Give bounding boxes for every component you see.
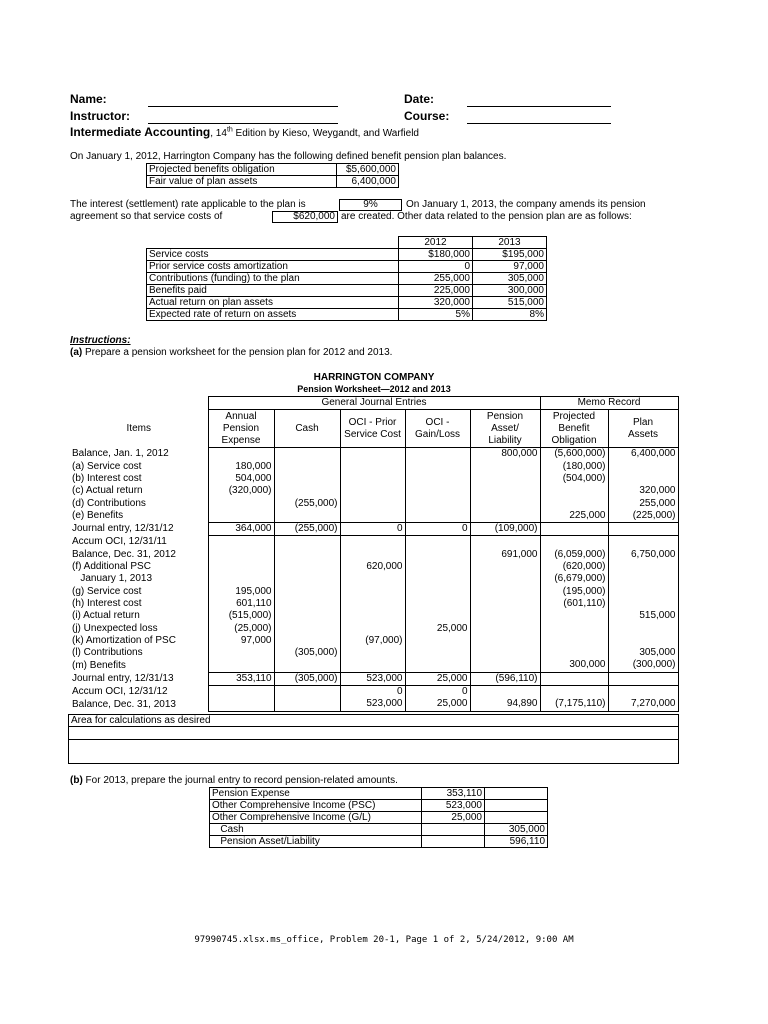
worksheet-row-label: Balance, Jan. 1, 2012 bbox=[72, 448, 169, 460]
journal-credit[interactable] bbox=[485, 788, 548, 800]
worksheet-row bbox=[70, 561, 678, 573]
journal-entry-row bbox=[210, 836, 548, 848]
worksheet-cell[interactable]: (25,000) bbox=[208, 622, 274, 634]
journal-entry-row bbox=[210, 788, 548, 800]
worksheet-cell[interactable] bbox=[274, 473, 340, 485]
worksheet-cell[interactable] bbox=[540, 685, 608, 698]
worksheet-row bbox=[70, 598, 678, 610]
worksheet-row bbox=[70, 647, 678, 659]
worksheet-row bbox=[70, 659, 678, 672]
worksheet-cell[interactable]: (109,000) bbox=[470, 523, 540, 536]
worksheet-cell[interactable] bbox=[470, 659, 540, 672]
worksheet-cell[interactable]: (305,000) bbox=[274, 672, 340, 685]
part-b-text bbox=[70, 775, 398, 786]
date-field[interactable] bbox=[467, 106, 611, 107]
worksheet-cell[interactable] bbox=[340, 622, 405, 634]
worksheet-cell[interactable]: 601,110 bbox=[208, 598, 274, 610]
row-label: Benefits paid bbox=[147, 285, 399, 297]
journal-entry-row bbox=[210, 800, 548, 812]
worksheet-row bbox=[70, 698, 678, 711]
balances-table bbox=[146, 163, 399, 188]
worksheet-cell[interactable] bbox=[208, 497, 274, 509]
worksheet-cell[interactable]: 94,890 bbox=[470, 698, 540, 711]
worksheet-cell[interactable]: 255,000 bbox=[608, 497, 678, 509]
worksheet-row-label: Accum OCI, 12/31/12 bbox=[72, 685, 168, 697]
worksheet-cell[interactable]: 523,000 bbox=[340, 698, 405, 711]
journal-entry-row bbox=[210, 812, 548, 824]
worksheet-cell[interactable] bbox=[405, 549, 470, 561]
worksheet-cell[interactable]: (180,000) bbox=[540, 461, 608, 473]
journal-entry-table bbox=[209, 787, 548, 848]
worksheet-row-label: (f) Additional PSC bbox=[72, 561, 151, 573]
worksheet-cell[interactable] bbox=[405, 659, 470, 672]
worksheet-cell[interactable]: 7,270,000 bbox=[608, 698, 678, 711]
worksheet-cell[interactable] bbox=[274, 586, 340, 598]
journal-account[interactable]: Other Comprehensive Income (PSC) bbox=[210, 800, 422, 812]
worksheet-cell[interactable] bbox=[208, 561, 274, 573]
worksheet-cell[interactable] bbox=[470, 561, 540, 573]
worksheet-cell[interactable]: (5,600,000) bbox=[540, 448, 608, 461]
row-label: Contributions (funding) to the plan bbox=[147, 273, 399, 285]
part-a-text bbox=[70, 347, 392, 358]
instructor-label: Instructor: bbox=[70, 109, 130, 123]
worksheet-cell[interactable] bbox=[340, 510, 405, 523]
worksheet-cell[interactable] bbox=[405, 497, 470, 509]
worksheet-cell[interactable]: 353,110 bbox=[208, 672, 274, 685]
table-row bbox=[147, 273, 547, 285]
row-label: Expected rate of return on assets bbox=[147, 309, 399, 321]
worksheet-row-label: (h) Interest cost bbox=[72, 598, 142, 609]
worksheet-row-label: (j) Unexpected loss bbox=[72, 622, 158, 634]
worksheet-cell[interactable] bbox=[405, 448, 470, 461]
worksheet-cell[interactable] bbox=[540, 622, 608, 634]
course-field[interactable] bbox=[467, 123, 611, 124]
worksheet-cell[interactable]: 0 bbox=[405, 685, 470, 698]
journal-credit[interactable] bbox=[485, 812, 548, 824]
journal-credit[interactable]: 596,110 bbox=[485, 836, 548, 848]
worksheet-row bbox=[70, 672, 678, 685]
worksheet-row bbox=[70, 685, 678, 698]
worksheet-cell[interactable] bbox=[405, 586, 470, 598]
journal-account[interactable]: Cash bbox=[210, 824, 422, 836]
worksheet-cell[interactable] bbox=[540, 635, 608, 647]
worksheet-cell[interactable]: (504,000) bbox=[540, 473, 608, 485]
worksheet-cell[interactable]: 0 bbox=[340, 523, 405, 536]
worksheet-row-label: Journal entry, 12/31/12 bbox=[72, 523, 174, 535]
worksheet-cell[interactable] bbox=[608, 635, 678, 647]
worksheet-row-label: (k) Amortization of PSC bbox=[72, 634, 176, 646]
cell-2012: $180,000 bbox=[399, 249, 473, 261]
worksheet-cell[interactable] bbox=[540, 610, 608, 622]
worksheet-cell[interactable] bbox=[340, 610, 405, 622]
cell-2013: $195,000 bbox=[473, 249, 547, 261]
worksheet-cell[interactable] bbox=[340, 659, 405, 672]
worksheet-cell[interactable] bbox=[470, 647, 540, 659]
cell-2013: 97,000 bbox=[473, 261, 547, 273]
worksheet-cell[interactable] bbox=[608, 461, 678, 473]
col-cash: Cash bbox=[274, 410, 340, 448]
worksheet-cell[interactable]: (596,110) bbox=[470, 672, 540, 685]
worksheet-row bbox=[70, 461, 678, 473]
worksheet-cell[interactable]: 0 bbox=[340, 685, 405, 698]
cell-2012: 320,000 bbox=[399, 297, 473, 309]
worksheet-cell[interactable] bbox=[274, 573, 340, 585]
worksheet-cell[interactable]: 364,000 bbox=[208, 523, 274, 536]
book-title: Intermediate Accounting bbox=[70, 125, 211, 139]
table-row bbox=[147, 261, 547, 273]
worksheet-cell[interactable]: 97,000 bbox=[208, 635, 274, 647]
years-header bbox=[147, 237, 547, 249]
date-label: Date: bbox=[404, 92, 435, 106]
worksheet-cell[interactable] bbox=[340, 448, 405, 461]
worksheet-row bbox=[70, 473, 678, 485]
worksheet-cell[interactable] bbox=[340, 586, 405, 598]
worksheet-cell[interactable] bbox=[540, 485, 608, 497]
worksheet-cell[interactable] bbox=[470, 635, 540, 647]
worksheet-cell[interactable]: 320,000 bbox=[608, 485, 678, 497]
worksheet-row-label: (l) Contributions bbox=[72, 647, 143, 659]
worksheet-cell[interactable] bbox=[274, 659, 340, 672]
cell-2013: 305,000 bbox=[473, 273, 547, 285]
worksheet-cell[interactable] bbox=[340, 497, 405, 509]
worksheet-cell[interactable] bbox=[470, 622, 540, 634]
worksheet-cell[interactable] bbox=[274, 598, 340, 610]
row-label: Actual return on plan assets bbox=[147, 297, 399, 309]
worksheet-cell[interactable] bbox=[608, 598, 678, 610]
cell-2013: 8% bbox=[473, 309, 547, 321]
worksheet-cell[interactable] bbox=[470, 461, 540, 473]
worksheet-cell[interactable] bbox=[274, 549, 340, 561]
worksheet-row-label: (a) Service cost bbox=[72, 460, 142, 472]
worksheet-cell[interactable]: 25,000 bbox=[405, 672, 470, 685]
worksheet-cell[interactable] bbox=[274, 685, 340, 698]
worksheet-cell[interactable]: (195,000) bbox=[540, 586, 608, 598]
worksheet-row-label: (b) Interest cost bbox=[72, 473, 142, 485]
book-edition-post: Edition by Kieso, Weygandt, and Warfield bbox=[232, 128, 419, 139]
worksheet-row-label: (m) Benefits bbox=[72, 659, 126, 671]
worksheet-group-header bbox=[70, 397, 678, 410]
worksheet-cell[interactable]: 0 bbox=[405, 523, 470, 536]
worksheet-cell[interactable] bbox=[274, 510, 340, 523]
part-b-label: (b) bbox=[70, 775, 83, 786]
worksheet-cell[interactable]: (255,000) bbox=[274, 523, 340, 536]
worksheet-cell[interactable]: (601,110) bbox=[540, 598, 608, 610]
items-header: Items bbox=[126, 422, 151, 434]
col-oci-gl: OCI - Gain/Loss bbox=[405, 410, 470, 448]
worksheet-cell[interactable] bbox=[208, 685, 274, 698]
worksheet-cell[interactable] bbox=[540, 672, 608, 685]
worksheet-cell[interactable]: (620,000) bbox=[540, 561, 608, 573]
worksheet-cell[interactable] bbox=[274, 635, 340, 647]
instructor-field[interactable] bbox=[148, 123, 338, 124]
journal-debit[interactable] bbox=[422, 836, 485, 848]
worksheet-cell[interactable] bbox=[274, 610, 340, 622]
worksheet-cell[interactable] bbox=[608, 573, 678, 585]
worksheet-cell[interactable]: 25,000 bbox=[405, 698, 470, 711]
worksheet-cell[interactable] bbox=[470, 510, 540, 523]
worksheet-cell[interactable]: 620,000 bbox=[340, 561, 405, 573]
worksheet-cell[interactable] bbox=[208, 573, 274, 585]
worksheet-cell[interactable]: (6,679,000) bbox=[540, 573, 608, 585]
worksheet-cell[interactable] bbox=[274, 448, 340, 461]
worksheet-cell[interactable] bbox=[340, 598, 405, 610]
worksheet-row-label: (e) Benefits bbox=[72, 510, 124, 522]
worksheet-cell[interactable] bbox=[608, 523, 678, 536]
cell-2012: 5% bbox=[399, 309, 473, 321]
cell-2013: 300,000 bbox=[473, 285, 547, 297]
created-text: are created. Other data related to the pension plan are as follows: bbox=[341, 211, 632, 222]
worksheet-row-label: Accum OCI, 12/31/11 bbox=[72, 536, 167, 548]
worksheet-cell[interactable] bbox=[405, 647, 470, 659]
worksheet-cell[interactable] bbox=[470, 573, 540, 585]
worksheet-cell[interactable]: (255,000) bbox=[274, 497, 340, 509]
worksheet-cell[interactable] bbox=[274, 485, 340, 497]
worksheet-cell[interactable] bbox=[608, 536, 678, 549]
agreement-text: agreement so that service costs of bbox=[70, 211, 223, 222]
worksheet-cell[interactable]: (305,000) bbox=[274, 647, 340, 659]
worksheet-cell[interactable] bbox=[405, 635, 470, 647]
worksheet-cell[interactable] bbox=[208, 659, 274, 672]
name-label: Name: bbox=[70, 92, 107, 106]
part-a-label: (a) bbox=[70, 347, 83, 358]
cell-2013: 515,000 bbox=[473, 297, 547, 309]
col-pbo: Projected Benefit Obligation bbox=[540, 410, 608, 448]
worksheet-row-label: (g) Service cost bbox=[72, 585, 142, 597]
worksheet-cell[interactable]: (97,000) bbox=[340, 635, 405, 647]
worksheet-cell[interactable]: (7,175,110) bbox=[540, 698, 608, 711]
worksheet-cell[interactable] bbox=[208, 647, 274, 659]
journal-credit[interactable]: 305,000 bbox=[485, 824, 548, 836]
book-edition-sup: th bbox=[226, 126, 233, 134]
table-row bbox=[147, 249, 547, 261]
journal-account[interactable]: Other Comprehensive Income (G/L) bbox=[210, 812, 422, 824]
worksheet-row bbox=[70, 610, 678, 622]
year-2012: 2012 bbox=[399, 237, 473, 249]
cell-2012: 255,000 bbox=[399, 273, 473, 285]
worksheet-cell[interactable] bbox=[405, 610, 470, 622]
worksheet-cell[interactable]: 523,000 bbox=[340, 672, 405, 685]
worksheet-cell[interactable] bbox=[405, 510, 470, 523]
worksheet-cell[interactable] bbox=[340, 461, 405, 473]
worksheet-cell[interactable]: 180,000 bbox=[208, 461, 274, 473]
course-label: Course: bbox=[404, 109, 450, 123]
worksheet-cell[interactable] bbox=[340, 485, 405, 497]
worksheet-cell[interactable]: 225,000 bbox=[540, 510, 608, 523]
balance-label: Projected benefits obligation bbox=[147, 164, 337, 176]
journal-account[interactable]: Pension Asset/Liability bbox=[210, 836, 422, 848]
worksheet-cell[interactable] bbox=[340, 549, 405, 561]
cell-2012: 0 bbox=[399, 261, 473, 273]
worksheet-cell[interactable] bbox=[340, 647, 405, 659]
plan-data-table bbox=[146, 236, 547, 321]
calc-area[interactable] bbox=[68, 714, 679, 764]
worksheet-row bbox=[70, 549, 678, 561]
worksheet-row-label: (i) Actual return bbox=[72, 610, 140, 622]
worksheet-row-label: (c) Actual return bbox=[72, 485, 143, 497]
table-row bbox=[147, 285, 547, 297]
worksheet-row bbox=[70, 497, 678, 509]
worksheet-cell[interactable] bbox=[274, 698, 340, 711]
name-field[interactable] bbox=[148, 106, 338, 107]
worksheet-cell[interactable]: 6,400,000 bbox=[608, 448, 678, 461]
worksheet-cell[interactable]: 515,000 bbox=[608, 610, 678, 622]
worksheet-cell[interactable] bbox=[340, 536, 405, 549]
worksheet-cell[interactable] bbox=[608, 473, 678, 485]
worksheet-cell[interactable] bbox=[405, 598, 470, 610]
balance-label: Fair value of plan assets bbox=[147, 176, 337, 188]
worksheet-cell[interactable] bbox=[405, 561, 470, 573]
part-b-body: For 2013, prepare the journal entry to record pension-related amounts. bbox=[82, 775, 398, 786]
year-2013: 2013 bbox=[473, 237, 547, 249]
worksheet-cell[interactable] bbox=[470, 610, 540, 622]
worksheet-cell[interactable] bbox=[540, 536, 608, 549]
worksheet-cell[interactable]: 504,000 bbox=[208, 473, 274, 485]
gje-header: General Journal Entries bbox=[208, 397, 540, 410]
worksheet-cell[interactable]: (320,000) bbox=[208, 485, 274, 497]
rate-value: 9% bbox=[339, 199, 402, 211]
worksheet-cell[interactable] bbox=[274, 461, 340, 473]
row-label: Service costs bbox=[147, 249, 399, 261]
worksheet-cell[interactable] bbox=[608, 672, 678, 685]
worksheet-cell[interactable] bbox=[470, 497, 540, 509]
journal-credit[interactable] bbox=[485, 800, 548, 812]
worksheet-row bbox=[70, 448, 678, 461]
worksheet-row bbox=[70, 510, 678, 523]
worksheet-row bbox=[70, 485, 678, 497]
worksheet-row bbox=[70, 586, 678, 598]
memo-header: Memo Record bbox=[540, 397, 678, 410]
worksheet-row-label: Balance, Dec. 31, 2013 bbox=[72, 698, 176, 710]
worksheet-cell[interactable] bbox=[340, 573, 405, 585]
amend-text: On January 1, 2013, the company amends its pension bbox=[406, 199, 646, 210]
worksheet-cell[interactable] bbox=[208, 698, 274, 711]
worksheet-cell[interactable] bbox=[608, 586, 678, 598]
worksheet-cell[interactable] bbox=[405, 573, 470, 585]
worksheet-cell[interactable] bbox=[470, 536, 540, 549]
worksheet-cell[interactable] bbox=[340, 473, 405, 485]
worksheet-cell[interactable] bbox=[470, 485, 540, 497]
worksheet-cell[interactable] bbox=[470, 685, 540, 698]
cell-2012: 225,000 bbox=[399, 285, 473, 297]
col-annual-pension-expense: Annual Pension Expense bbox=[208, 410, 274, 448]
worksheet-cell[interactable] bbox=[608, 685, 678, 698]
worksheet-cell[interactable] bbox=[405, 485, 470, 497]
worksheet-cell[interactable] bbox=[608, 561, 678, 573]
col-pension-asset-liability: Pension Asset/ Liability bbox=[470, 410, 540, 448]
worksheet-cell[interactable]: (300,000) bbox=[608, 659, 678, 672]
worksheet-cell[interactable]: 691,000 bbox=[470, 549, 540, 561]
journal-debit[interactable]: 353,110 bbox=[422, 788, 485, 800]
pension-worksheet bbox=[70, 396, 679, 712]
worksheet-row bbox=[70, 523, 678, 536]
balance-row bbox=[147, 176, 399, 188]
journal-account[interactable]: Pension Expense bbox=[210, 788, 422, 800]
rate-text: The interest (settlement) rate applicable to the plan is bbox=[70, 199, 306, 210]
book-title-line bbox=[70, 125, 419, 139]
worksheet-cell[interactable] bbox=[208, 510, 274, 523]
book-edition-pre: , 14 bbox=[210, 128, 227, 139]
journal-debit[interactable]: 25,000 bbox=[422, 812, 485, 824]
balance-value: $5,600,000 bbox=[337, 164, 399, 176]
worksheet-cell[interactable]: 305,000 bbox=[608, 647, 678, 659]
journal-entry-row bbox=[210, 824, 548, 836]
worksheet-cell[interactable] bbox=[274, 622, 340, 634]
worksheet-row-label: Balance, Dec. 31, 2012 bbox=[72, 548, 176, 560]
worksheet-cell[interactable] bbox=[608, 622, 678, 634]
worksheet-cell[interactable] bbox=[405, 461, 470, 473]
worksheet-cell[interactable] bbox=[274, 536, 340, 549]
worksheet-cell[interactable] bbox=[208, 536, 274, 549]
worksheet-cell[interactable]: 800,000 bbox=[470, 448, 540, 461]
worksheet-subtitle: Pension Worksheet—2012 and 2013 bbox=[297, 384, 451, 394]
worksheet-cell[interactable] bbox=[470, 586, 540, 598]
calc-area-label: Area for calculations as desired bbox=[71, 715, 211, 726]
worksheet-cell[interactable]: (225,000) bbox=[608, 510, 678, 523]
worksheet-cell[interactable] bbox=[470, 473, 540, 485]
journal-debit[interactable]: 523,000 bbox=[422, 800, 485, 812]
worksheet-cell[interactable] bbox=[208, 448, 274, 461]
journal-debit[interactable] bbox=[422, 824, 485, 836]
worksheet-cell[interactable]: (6,059,000) bbox=[540, 549, 608, 561]
worksheet-cell[interactable] bbox=[540, 647, 608, 659]
worksheet-cell[interactable] bbox=[470, 598, 540, 610]
worksheet-row-label: January 1, 2013 bbox=[72, 573, 153, 585]
col-plan-assets: Plan Assets bbox=[608, 410, 678, 448]
instructions-heading: Instructions: bbox=[70, 335, 131, 346]
worksheet-row bbox=[70, 573, 678, 585]
worksheet-cell[interactable]: 300,000 bbox=[540, 659, 608, 672]
worksheet-cell[interactable]: 195,000 bbox=[208, 586, 274, 598]
worksheet-cell[interactable]: (515,000) bbox=[208, 610, 274, 622]
part-a-body: Prepare a pension worksheet for the pension plan for 2012 and 2013. bbox=[82, 347, 393, 358]
worksheet-row-label: (d) Contributions bbox=[72, 497, 146, 509]
worksheet-row bbox=[70, 622, 678, 634]
worksheet-cell[interactable] bbox=[274, 561, 340, 573]
worksheet-row bbox=[70, 635, 678, 647]
worksheet-cell[interactable] bbox=[540, 497, 608, 509]
row-label: Prior service costs amortization bbox=[147, 261, 399, 273]
worksheet-cell[interactable]: 25,000 bbox=[405, 622, 470, 634]
worksheet-cell[interactable]: 6,750,000 bbox=[608, 549, 678, 561]
worksheet-row-label: Journal entry, 12/31/13 bbox=[72, 672, 174, 684]
worksheet-cell[interactable] bbox=[405, 536, 470, 549]
worksheet-cell[interactable] bbox=[405, 473, 470, 485]
psc-value: $620,000 bbox=[272, 211, 338, 223]
col-oci-psc: OCI - Prior Service Cost bbox=[340, 410, 405, 448]
balance-row bbox=[147, 164, 399, 176]
page-footer: 97990745.xlsx.ms_office, Problem 20-1, Page 1 of 2, 5/24/2012, 9:00 AM bbox=[194, 935, 574, 945]
worksheet-cell[interactable] bbox=[540, 523, 608, 536]
table-row bbox=[147, 309, 547, 321]
balance-value: 6,400,000 bbox=[337, 176, 399, 188]
worksheet-column-header bbox=[70, 410, 678, 448]
intro-text: On January 1, 2012, Harrington Company has the following defined benefit pension plan balances. bbox=[70, 151, 507, 162]
worksheet-cell[interactable] bbox=[208, 549, 274, 561]
company-title: HARRINGTON COMPANY bbox=[313, 372, 435, 383]
table-row bbox=[147, 297, 547, 309]
worksheet-row bbox=[70, 536, 678, 549]
